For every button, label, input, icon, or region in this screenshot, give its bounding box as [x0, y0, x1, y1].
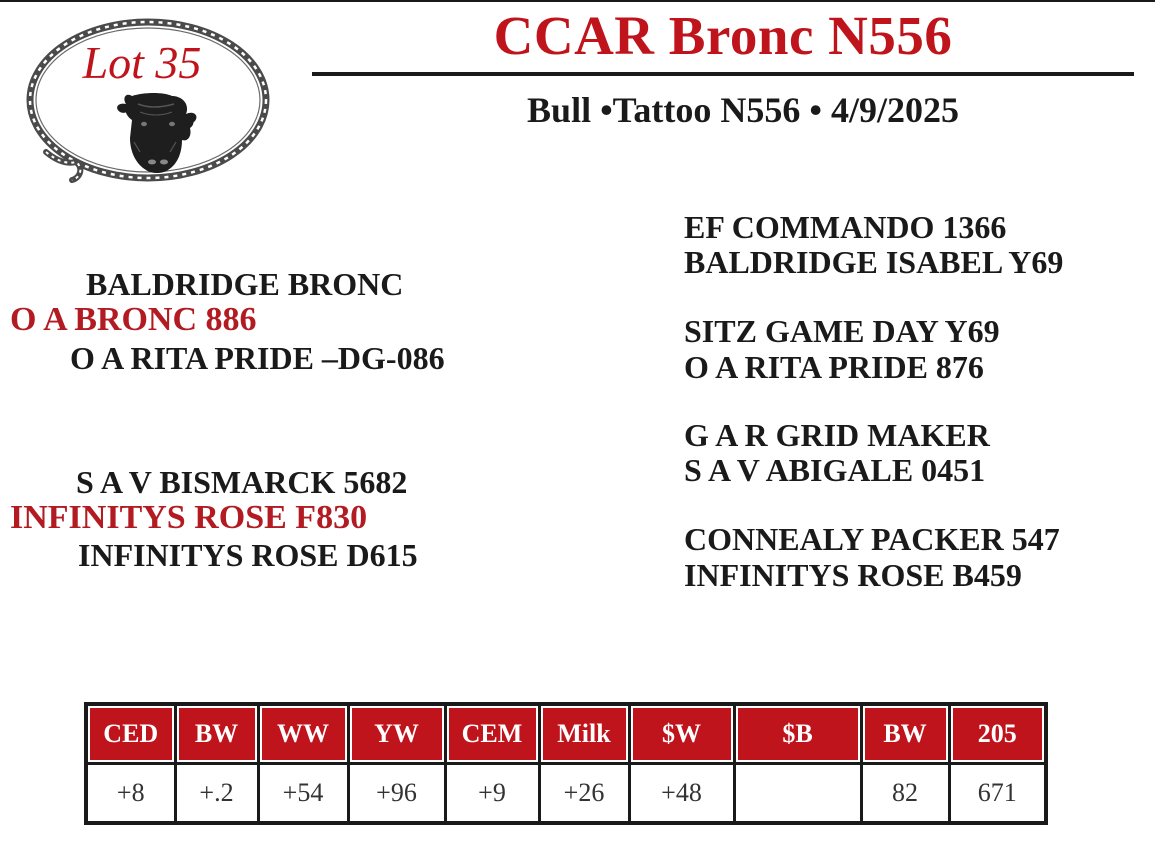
epd-header-bw: BW [175, 704, 258, 764]
top-border-rule [0, 0, 1155, 2]
epd-header-yw: YW [348, 704, 445, 764]
angus-bull-head-icon [117, 93, 196, 173]
sire-name: O A BRONC 886 [10, 301, 257, 338]
animal-details-subtitle: Bull •Tattoo N556 • 4/9/2025 [527, 90, 959, 130]
paternal-grandsire: BALDRIDGE BRONC [86, 266, 404, 302]
lot-logo [26, 12, 272, 192]
title-underline [312, 72, 1134, 76]
paternal-granddam: O A RITA PRIDE –DG-086 [70, 340, 445, 376]
epd-value-205: 671 [949, 764, 1046, 824]
great-grandsire-3: G A R GRID MAKER [684, 417, 990, 453]
great-grandsire-2: SITZ GAME DAY Y69 [684, 313, 1000, 349]
great-granddam-4: INFINITYS ROSE B459 [684, 557, 1022, 593]
epd-value-bw: +.2 [175, 764, 258, 824]
great-granddam-2: O A RITA PRIDE 876 [684, 349, 984, 385]
epd-value-dollar-w: +48 [629, 764, 734, 824]
epd-value-ced: +8 [86, 764, 175, 824]
epd-value-actual-bw: 82 [861, 764, 949, 824]
animal-name-title: CCAR Bronc N556 [493, 5, 953, 66]
great-grandsire-4: CONNEALY PACKER 547 [684, 521, 1060, 557]
maternal-grandsire: S A V BISMARCK 5682 [76, 464, 408, 500]
epd-header-dollar-w: $W [629, 704, 734, 764]
great-granddam-1: BALDRIDGE ISABEL Y69 [684, 244, 1064, 280]
epd-header-row [86, 704, 1046, 764]
maternal-granddam: INFINITYS ROSE D615 [78, 537, 418, 573]
epd-value-dollar-b [734, 764, 861, 824]
dam-name: INFINITYS ROSE F830 [10, 499, 368, 536]
epd-header-ced: CED [86, 704, 175, 764]
epd-header-actual-bw: BW [861, 704, 949, 764]
lot-number-label: Lot 35 [82, 37, 202, 88]
epd-table [84, 702, 1048, 825]
epd-header-205: 205 [949, 704, 1046, 764]
epd-value-milk: +26 [539, 764, 629, 824]
epd-value-cem: +9 [445, 764, 539, 824]
epd-value-row [86, 764, 1046, 824]
great-granddam-3: S A V ABIGALE 0451 [684, 452, 986, 488]
rope-oval-icon [26, 12, 272, 192]
epd-header-dollar-b: $B [734, 704, 861, 764]
great-grandsire-1: EF COMMANDO 1366 [684, 209, 1007, 245]
epd-header-milk: Milk [539, 704, 629, 764]
epd-header-cem: CEM [445, 704, 539, 764]
epd-header-ww: WW [258, 704, 348, 764]
epd-value-yw: +96 [348, 764, 445, 824]
epd-value-ww: +54 [258, 764, 348, 824]
